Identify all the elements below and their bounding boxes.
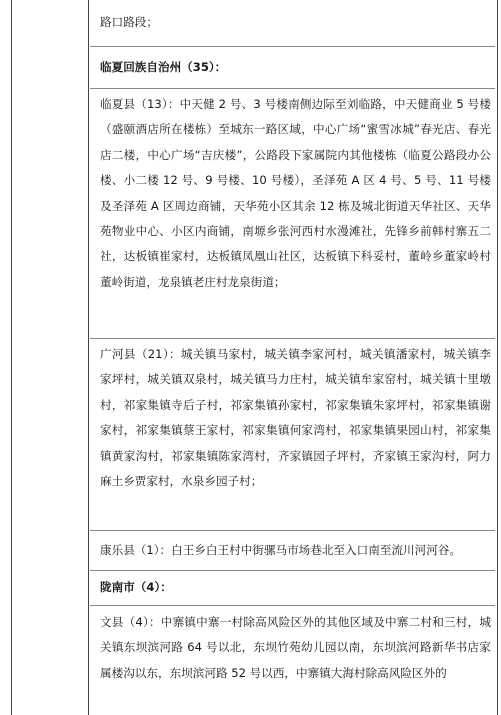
paragraph-road-section: 路口路段； bbox=[100, 15, 158, 29]
document-table bbox=[11, 0, 498, 715]
text-block-linxia-county bbox=[90, 88, 495, 295]
text-block-kangle-county bbox=[90, 530, 495, 563]
table-left-column bbox=[12, 0, 89, 715]
text-block-road-section bbox=[90, 10, 495, 35]
heading-linxia-prefecture: 临夏回族自治州（35）： bbox=[100, 60, 227, 74]
paragraph-guanghe-county: 广河县（21）：城关镇马家村，城关镇李家河村，城关镇潘家村，城关镇李家坪村，城关镇双泉村，城关镇马力庄村，城关镇牟家窑村，城关镇十里墩村，祁家集镇寺后子村，祁家集镇孙家村，祁家集镇朱家坪村，祁家集镇谢家村，祁家集镇蔡王家村，祁家集镇何家湾村，祁家集镇果园山村，祁家集镇黄家沟村，祁家集镇陈家湾村，齐家镇园子坪村，齐家镇王家沟村，阿力麻土乡贾家村，水泉乡园子村； bbox=[100, 347, 491, 489]
text-block-guanghe-county bbox=[90, 338, 495, 494]
paragraph-wen-county: 文县（4）：中寨镇中寨一村除高风险区外的其他区域及中寨二村和三村，城关镇东坝滨河路 64 号以北，东坝竹苑幼儿园以南，东坝滨河路新华书店家属楼沟以东，东坝滨河路 52 号以西，中寨镇大海村除高风险区外的 bbox=[100, 615, 491, 680]
text-block-longnan-city bbox=[90, 570, 495, 600]
paragraph-linxia-county: 临夏县（13）：中天健 2 号、3 号楼南侧边际至刘临路，中天健商业 5 号楼（盛颐酒店所在楼栋）至城东一路区域，中心广场“蜜雪冰城”春光店、春光店二楼，中心广场“吉庆楼”，公路段下家属院内其他楼栋（临夏公路段办公楼、小二楼 12 号、9 号楼、10 号楼），圣泽苑 A 区 4 号、5 号、11 号楼及圣泽苑 A 区周边商铺，天华苑小区其余 12 栋及城北街道天华社区、天华苑物业中心、小区内商铺，南塬乡张河西村水漫滩社，先锋乡前韩村寨五二社，达板镇崔家村，达板镇凤凰山社区，达板镇下科妥村，董岭乡董家岭村董岭街道，龙泉镇老庄村龙泉街道； bbox=[100, 97, 491, 289]
paragraph-kangle-county: 康乐县（1）：白王乡白王村中街骡马市场巷北至入口南至流川河河谷。 bbox=[100, 543, 461, 557]
table-content-column bbox=[90, 0, 495, 715]
heading-longnan-city: 陇南市（4）： bbox=[100, 580, 172, 594]
text-block-linxia-prefecture bbox=[90, 46, 495, 80]
text-block-wen-county bbox=[90, 605, 495, 686]
